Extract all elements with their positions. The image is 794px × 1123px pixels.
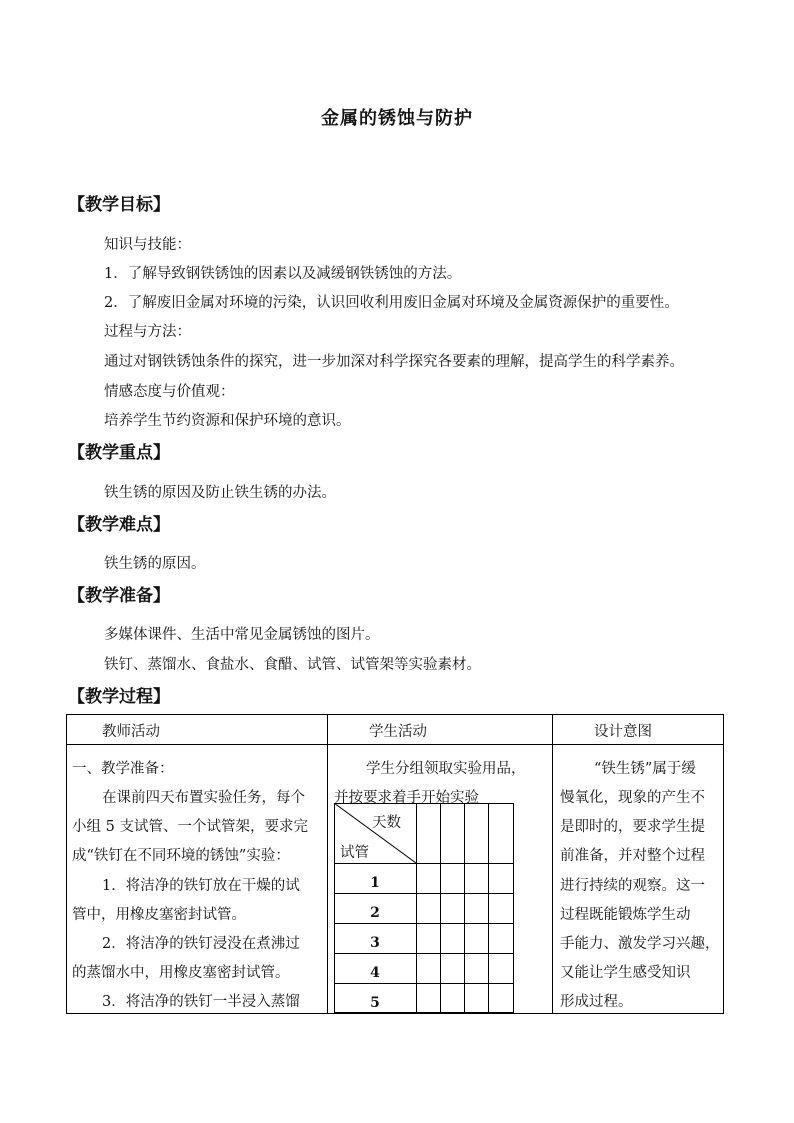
intent-line: 形成过程。 — [560, 994, 633, 1010]
header-student: 学生活动 — [369, 724, 427, 740]
teacher-line: 在课前四天布置实验任务，每个 — [102, 790, 305, 806]
student-line: 并按要求着手开始实验 — [334, 790, 479, 806]
tube-row-number: 3 — [370, 935, 380, 951]
teacher-line: 3．将洁净的铁钉一半浸入蒸馏 — [102, 994, 300, 1010]
tube-row-number: 4 — [370, 965, 380, 981]
objective-line: 培养学生节约资源和保护环境的意识。 — [104, 413, 351, 429]
teacher-line: 1．将洁净的铁钉放在干燥的试 — [102, 878, 300, 894]
intent-line: 又能让学生感受知识 — [560, 965, 691, 981]
corner-label-tubes: 试管 — [340, 845, 369, 861]
difficulties-text: 铁生锈的原因。 — [104, 556, 206, 572]
intent-line: 是即时的，要求学生提 — [560, 819, 705, 835]
process-table — [66, 714, 724, 1014]
objective-line: 情感态度与价值观： — [104, 384, 235, 400]
intent-line: 过程既能锻炼学生动 — [560, 907, 691, 923]
tube-row-number: 2 — [370, 905, 380, 921]
objective-line: 通过对钢铁锈蚀条件的探究，进一步加深对科学探究各要素的理解，提高学生的科学素养。 — [104, 354, 684, 370]
intent-line: 进行持续的观察。这一 — [560, 878, 705, 894]
objective-line: 2．了解废旧金属对环境的污染，认识回收利用废旧金属对环境及金属资源保护的重要性。 — [104, 295, 679, 311]
student-line: 学生分组领取实验用品， — [366, 761, 526, 777]
process-heading: 【教学过程】 — [68, 687, 170, 707]
intent-line: 前准备，并对整个过程 — [560, 848, 705, 864]
teacher-line: 成“铁钉在不同环境的锈蚀”实验： — [72, 848, 290, 864]
objective-line: 过程与方法： — [104, 324, 191, 340]
intent-line: 手能力、激发学习兴趣， — [560, 936, 720, 952]
preparation-line: 铁钉、蒸馏水、食盐水、食醋、试管、试管架等实验素材。 — [104, 657, 481, 673]
objectives-heading: 【教学目标】 — [68, 195, 170, 215]
intent-line: “铁生锈”属于缓 — [594, 761, 696, 777]
corner-label-days: 天数 — [372, 815, 401, 831]
difficulties-heading: 【教学难点】 — [68, 515, 170, 535]
intent-line: 慢氧化，现象的产生不 — [560, 790, 705, 806]
teacher-line: 管中，用橡皮塞密封试管。 — [72, 907, 246, 923]
tube-row-number: 5 — [370, 995, 380, 1011]
document-title: 金属的锈蚀与防护 — [321, 108, 473, 129]
header-teacher: 教师活动 — [102, 724, 160, 740]
teacher-line: 小组 5 支试管、一个试管架，要求完 — [72, 819, 308, 835]
tube-row-number: 1 — [370, 875, 380, 891]
key-points-text: 铁生锈的原因及防止铁生锈的办法。 — [104, 485, 336, 501]
preparation-heading: 【教学准备】 — [68, 586, 170, 606]
objective-line: 知识与技能： — [104, 237, 191, 253]
teacher-line: 一、教学准备： — [72, 761, 174, 777]
header-intent: 设计意图 — [594, 724, 652, 740]
preparation-line: 多媒体课件、生活中常见金属锈蚀的图片。 — [104, 627, 380, 643]
observation-table — [334, 803, 514, 1013]
teacher-line: 的蒸馏水中，用橡皮塞密封试管。 — [72, 965, 290, 981]
teacher-line: 2．将洁净的铁钉浸没在煮沸过 — [102, 936, 300, 952]
key-points-heading: 【教学重点】 — [68, 443, 170, 463]
objective-line: 1．了解导致钢铁锈蚀的因素以及减缓钢铁锈蚀的方法。 — [104, 266, 462, 282]
